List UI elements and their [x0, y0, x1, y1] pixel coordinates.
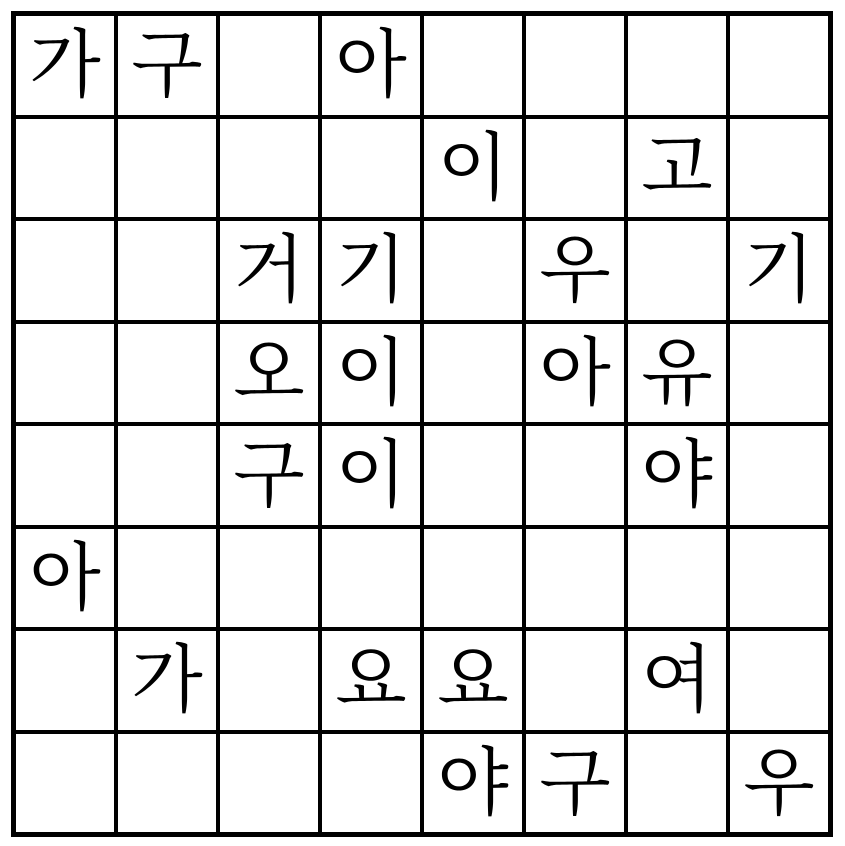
- grid-cell-empty[interactable]: [422, 322, 524, 425]
- grid-cell-empty[interactable]: [116, 117, 218, 220]
- grid-cell-empty[interactable]: [14, 732, 116, 835]
- grid-cell-filled[interactable]: 이: [422, 117, 524, 220]
- puzzle-board: [11, 11, 833, 837]
- grid-cell-filled[interactable]: 이: [320, 322, 422, 425]
- grid-cell-empty[interactable]: [728, 322, 830, 425]
- grid-cell-filled[interactable]: 고: [626, 117, 728, 220]
- grid-cell-empty[interactable]: [14, 322, 116, 425]
- grid-cell-filled[interactable]: 아: [14, 527, 116, 630]
- grid-cell-filled[interactable]: 구: [116, 14, 218, 117]
- grid-cell-empty[interactable]: [524, 14, 626, 117]
- grid-cell-empty[interactable]: [728, 14, 830, 117]
- grid-cell-filled[interactable]: 유: [626, 322, 728, 425]
- grid-cell-empty[interactable]: [14, 424, 116, 527]
- grid-cell-filled[interactable]: 거: [218, 219, 320, 322]
- grid-cell-filled[interactable]: 가: [116, 629, 218, 732]
- grid-cell-empty[interactable]: [524, 629, 626, 732]
- grid-cell-empty[interactable]: [218, 527, 320, 630]
- puzzle-grid: [11, 11, 833, 837]
- grid-cell-empty[interactable]: [320, 732, 422, 835]
- grid-cell-filled[interactable]: 기: [728, 219, 830, 322]
- grid-cell-empty[interactable]: [728, 527, 830, 630]
- grid-cell-filled[interactable]: 야: [626, 424, 728, 527]
- grid-cell-empty[interactable]: [728, 117, 830, 220]
- grid-cell-empty[interactable]: [524, 527, 626, 630]
- grid-cell-filled[interactable]: 이: [320, 424, 422, 527]
- grid-cell-empty[interactable]: [116, 219, 218, 322]
- grid-cell-empty[interactable]: [626, 219, 728, 322]
- grid-cell-filled[interactable]: 여: [626, 629, 728, 732]
- grid-cell-empty[interactable]: [116, 322, 218, 425]
- grid-cell-empty[interactable]: [524, 117, 626, 220]
- grid-cell-empty[interactable]: [422, 219, 524, 322]
- grid-cell-empty[interactable]: [320, 117, 422, 220]
- grid-cell-filled[interactable]: 우: [728, 732, 830, 835]
- grid-cell-filled[interactable]: 우: [524, 219, 626, 322]
- grid-cell-filled[interactable]: 구: [218, 424, 320, 527]
- grid-cell-empty[interactable]: [320, 527, 422, 630]
- grid-cell-empty[interactable]: [14, 117, 116, 220]
- grid-cell-filled[interactable]: 아: [320, 14, 422, 117]
- grid-cell-empty[interactable]: [14, 219, 116, 322]
- grid-cell-empty[interactable]: [116, 732, 218, 835]
- grid-cell-empty[interactable]: [626, 732, 728, 835]
- grid-cell-empty[interactable]: [524, 424, 626, 527]
- grid-cell-filled[interactable]: 기: [320, 219, 422, 322]
- grid-cell-empty[interactable]: [728, 629, 830, 732]
- grid-cell-empty[interactable]: [626, 527, 728, 630]
- grid-cell-empty[interactable]: [14, 629, 116, 732]
- grid-cell-empty[interactable]: [218, 732, 320, 835]
- grid-cell-filled[interactable]: 구: [524, 732, 626, 835]
- grid-cell-empty[interactable]: [218, 14, 320, 117]
- grid-cell-empty[interactable]: [218, 629, 320, 732]
- grid-cell-filled[interactable]: 야: [422, 732, 524, 835]
- grid-cell-filled[interactable]: 요: [320, 629, 422, 732]
- grid-cell-empty[interactable]: [626, 14, 728, 117]
- grid-cell-empty[interactable]: [422, 424, 524, 527]
- grid-cell-empty[interactable]: [422, 14, 524, 117]
- grid-cell-filled[interactable]: 오: [218, 322, 320, 425]
- grid-cell-empty[interactable]: [116, 527, 218, 630]
- grid-cell-filled[interactable]: 아: [524, 322, 626, 425]
- grid-cell-empty[interactable]: [116, 424, 218, 527]
- grid-cell-filled[interactable]: 가: [14, 14, 116, 117]
- grid-cell-filled[interactable]: 요: [422, 629, 524, 732]
- grid-cell-empty[interactable]: [218, 117, 320, 220]
- grid-cell-empty[interactable]: [422, 527, 524, 630]
- grid-cell-empty[interactable]: [728, 424, 830, 527]
